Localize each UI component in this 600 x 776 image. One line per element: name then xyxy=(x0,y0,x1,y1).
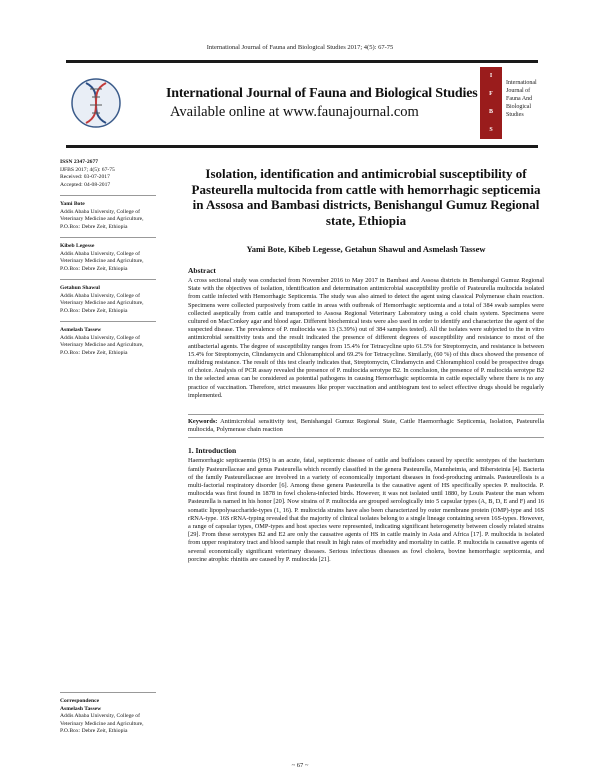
abstract-heading: Abstract xyxy=(188,266,216,275)
page-number: ~ 67 ~ xyxy=(291,762,309,769)
keywords-label: Keywords: xyxy=(188,418,218,426)
journal-title: International Journal of Fauna and Biological Studies xyxy=(166,86,478,101)
author-affiliation xyxy=(60,243,160,273)
accepted-date: Accepted: 04-08-2017 xyxy=(60,181,111,188)
article-meta xyxy=(60,159,160,189)
author-name: Kibeb Legesse xyxy=(60,243,95,249)
badge-letter: F xyxy=(489,91,493,97)
author-affiliation xyxy=(60,201,160,231)
author-affiliation-text: Addis Ababa University, College of Veterinary Medicine and Agriculture, P.O.Box: Debre Zeit, Ethiopia xyxy=(60,208,144,230)
author-name: Getahun Shawul xyxy=(60,285,100,291)
article-sidebar xyxy=(60,159,160,363)
journal-website: Available online at www.faunajournal.com xyxy=(170,104,419,120)
sidebar-divider xyxy=(60,195,156,196)
journal-banner xyxy=(66,60,538,148)
keywords xyxy=(188,414,544,438)
received-date: Received: 03-07-2017 xyxy=(60,174,110,180)
article-authors: Yami Bote, Kibeb Legesse, Getahun Shawul and Asmelash Tassew xyxy=(246,244,486,254)
ijfbs-badge-text: International Journal of Fauna And Biological Studies xyxy=(506,80,537,118)
sidebar-divider xyxy=(60,237,156,238)
correspondence-heading: Correspondence xyxy=(60,698,100,704)
article-title: Isolation, identification and antimicrobial susceptibility of Pasteurella multocida from cattle with hemorrhagic septicemia in Assosa and Bambasi districts, Benishangul Gumuz Regional state, Ethiopia xyxy=(191,166,541,228)
sidebar-divider xyxy=(60,692,156,693)
author-affiliation-text: Addis Ababa University, College of Veterinary Medicine and Agriculture, P.O.Box: Debre Zeit, Ethiopia xyxy=(60,334,144,356)
abstract-text: A cross sectional study was conducted from November 2016 to May 2017 in Bambasi and Assosa districts in Benshangul Gumuz Regional State with the objectives of isolation, identification and determination antimicrobial susceptibility profile of Pasteurella multocida isolated from cattle infected with Hemorrhagic Septicemia. The study was also aimed to detect the agent using classical Polymerase chain reaction. Specimens were collected purposively from cattle in areas with outbreak of Hemorrhagic septicemia and a total of 384 swab samples were collected aseptically from cattle and transported to Assosa Regional Veterinary Laboratory using a cold chain system. Specimens were cultured on MacConkey agar and blood agar. Different biochemical tests were also used in order to identify and characterize the agent of the suspected disease. The prevalence of P. multocida was 13 (3.39%) out of 384 samples tested). All the isolates were subjected to the in vitro antimicrobial sensitivity tests and the result indicated the presence of different degrees of susceptibility and resistance to most of the antibacterial agents. The degree of susceptibility ranges from 15.4% for Tetracycline upto 61.5% for Streptomycin, and resistance is between 15.4% for Streptomycin, Clindamycin and Chloramphicol and 69.2% for Tetracycline. Similarly, (60 %) of this discs showed the presence of multidrug resistance. The result of this test clearly indicates that, Streptomycin, Clindamycin and Chloramphicol could be prospective drugs of choice. Analysis of PCR assay revealed the presence of P. multocida serotype B2. In conclusion, the presence of P. multocida serotype B2 in the selected areas can be considered as potential pathogens in causing Hemorrhagic septicemia in cattle especially where there is no any practice of vaccination. Therefore, strict measures like proper vaccination and antibiogram test to select effective drugs should be regularly implemented. xyxy=(188,277,544,399)
author-name: Yami Bote xyxy=(60,201,85,207)
article-main xyxy=(188,166,544,564)
badge-letter: I xyxy=(489,73,493,79)
correspondence-name: Asmelash Tassew xyxy=(60,705,102,712)
journal-citation: International Journal of Fauna and Biological Studies 2017; 4(5): 67-75 xyxy=(206,44,394,51)
keywords-text: Antimicrobial sensitivity test, Benishangul Gumuz Regional State, Cattle Haemorrhagic Septicemia, Isolation, Pasteurella multocida, Polymerase chain reaction xyxy=(188,418,544,434)
introduction-heading: 1. Introduction xyxy=(188,446,237,456)
introduction-text: Haemorrhagic septicaemia (HS) is an acute, fatal, septicemic disease of cattle and buffaloes caused by specific serotypes of the bacterium family Pasteurellaceae and genus Pasteurella which recently classified in the genera Pasteurella, Mannheimia, and Bibersteinia [4]. Bacteria of the family Pasteurellaceae are involved in a variety of economically important diseases in food-producing animals. Pasteurellosis is a multi-factorial respiratory disorder [6]. Among these genera Pasteurella is the causative agent of HS specifically species P. multocida. P. multocida was first found in 1878 in fowl cholera-infected birds. However, it was not isolated until 1880, by Louis Pasteur the man whom Pasteurella is named in his honor [20]. Now strains of P. multocida are grouped serologically into 5 capsular types (A, B, D, E and F) and 16 somatic lipopolysaccharide-types (1, 16). P. multocida strains have also been characterized by outer membrane protein (OMP)-type and 16S rRNA-type. 16S rRNA-typing revealed that the majority of clinical isolates belong to a single lineage containing seven 16S-types. However, a range of capsular types, OMP-types and host species were represented, indicating significant heterogeneity between closely related strains [29]. From these serotypes B2 and E2 are only the causative agents of HS in cattle mainly in Asia and Africa [17]. P. multocida is isolated from upper respiratory tract and blood sample that result in high rates of morbidity and mortality in cattle. P. multocida is causative agents of several economically significant veterinary diseases. Serious infectious diseases as fowl cholera, bovine hemorrhagic septicemia, and porcine atrophic rhinitis are caused by P. multocida [21]. xyxy=(188,457,544,563)
correspondence-block xyxy=(60,686,160,736)
badge-letter: B xyxy=(488,109,493,115)
ijfbs-ref: IJFBS 2017; 4(5): 67-75 xyxy=(60,166,115,173)
correspondence-affiliation: Addis Ababa University, College of Veterinary Medicine and Agriculture, P.O.Box: Debre Zeit, Ethiopia xyxy=(60,713,144,734)
issn: ISSN 2347-2677 xyxy=(60,159,99,165)
ijfbs-badge xyxy=(480,67,502,139)
sidebar-divider xyxy=(60,279,156,280)
dna-logo-icon xyxy=(68,69,124,137)
author-affiliation xyxy=(60,285,160,315)
author-affiliation-text: Addis Ababa University, College of Veterinary Medicine and Agriculture, P.O.Box: Debre Zeit, Ethiopia xyxy=(60,292,144,314)
author-name: Asmelash Tassew xyxy=(60,327,102,333)
sidebar-divider xyxy=(60,321,156,322)
author-affiliation xyxy=(60,327,160,357)
badge-letter: S xyxy=(489,127,493,133)
author-affiliation-text: Addis Ababa University, College of Veterinary Medicine and Agriculture, P.O.Box: Debre Zeit, Ethiopia xyxy=(60,250,144,272)
